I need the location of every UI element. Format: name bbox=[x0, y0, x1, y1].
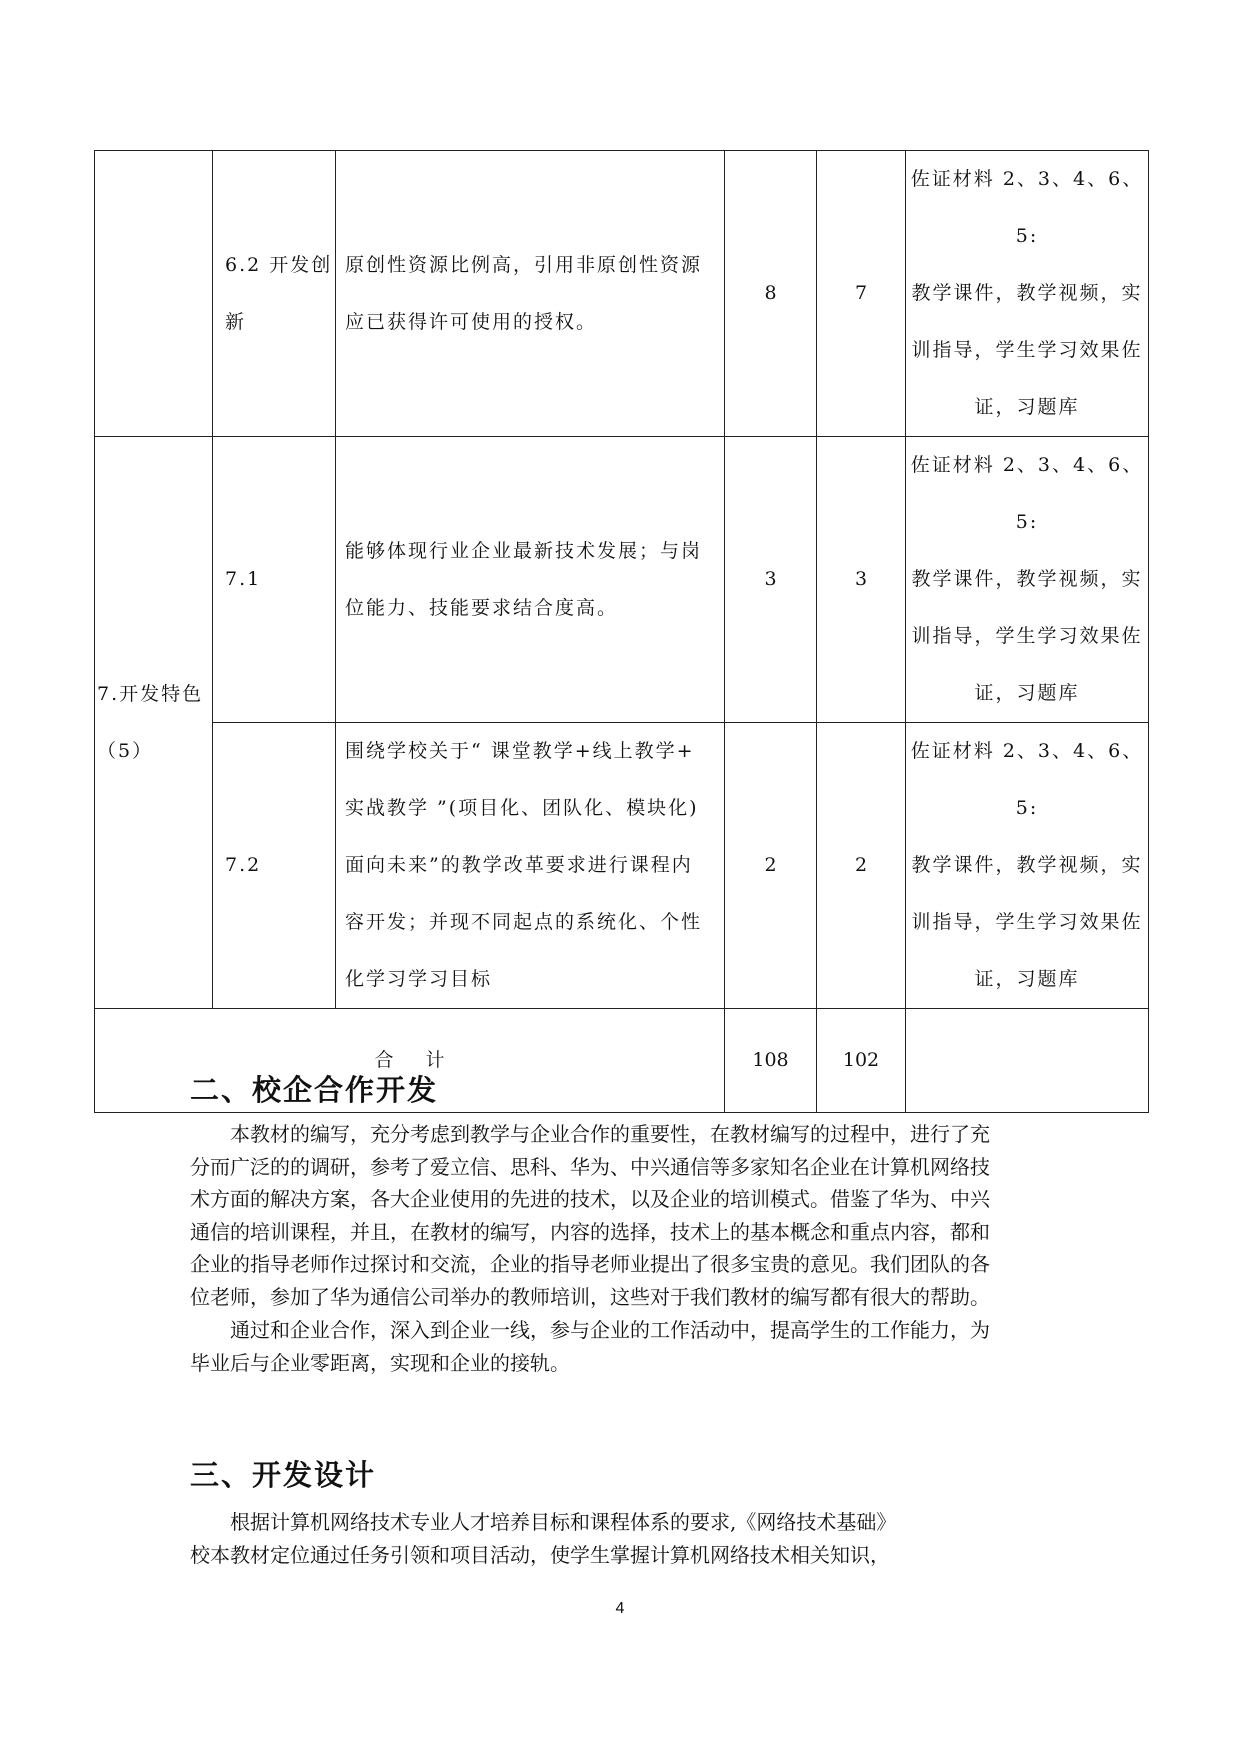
table-row bbox=[95, 437, 1149, 723]
full-score-cell: 8 bbox=[725, 151, 817, 437]
actual-score-cell: 3 bbox=[817, 437, 906, 723]
description-cell bbox=[336, 723, 725, 1009]
paragraph-line: 校本教材定位通过任务引领和项目活动，使学生掌握计算机网络技术相关知识， bbox=[190, 1542, 890, 1567]
description-line: 容开发；并现不同起点的系统化、个性 bbox=[345, 911, 703, 933]
total-label: 合计 bbox=[95, 1009, 725, 1113]
paragraph-line: 本教材的编写，充分考虑到教学与企业合作的重要性，在教材编写的过程中，进行了充 bbox=[230, 1122, 990, 1146]
description-line: 围绕学校关于“ 课堂教学+线上教学+ bbox=[345, 740, 695, 762]
evidence-cell bbox=[906, 723, 1149, 1009]
description-line: 实战教学 ”(项目化、团队化、模块化) bbox=[345, 797, 699, 819]
index-line: 新 bbox=[225, 310, 247, 333]
evidence-line: 佐证材料 2、3、4、6、5: bbox=[910, 168, 1144, 247]
description-line: 化学习学习目标 bbox=[345, 968, 493, 990]
section2-paragraph-1 bbox=[190, 1118, 1054, 1313]
evidence-line: 教学课件，教学视频，实 bbox=[911, 282, 1143, 304]
index-line: 7.2 bbox=[225, 854, 262, 876]
paragraph-line: 毕业后与企业零距离，实现和企业的接轨。 bbox=[190, 1350, 570, 1375]
index-cell bbox=[213, 437, 336, 723]
section-heading: 二、校企合作开发 bbox=[190, 1073, 439, 1107]
evaluation-table bbox=[94, 150, 1149, 1113]
evidence-line: 证，习题库 bbox=[974, 396, 1080, 418]
total-actual-score: 102 bbox=[817, 1009, 906, 1113]
paragraph-line: 术方面的解决方案，各大企业使用的先进的技术，以及企业的培训模式。借鉴了华为、中兴 bbox=[190, 1187, 990, 1211]
full-score-cell: 3 bbox=[725, 437, 817, 723]
evidence-line: 证，习题库 bbox=[974, 682, 1080, 704]
actual-score-cell: 2 bbox=[817, 723, 906, 1009]
table-row bbox=[95, 723, 1149, 1009]
paragraph-line: 根据计算机网络技术专业人才培养目标和课程体系的要求,《网络技术基础》 bbox=[230, 1510, 897, 1534]
index-line: 7.1 bbox=[225, 568, 262, 590]
full-score-cell: 2 bbox=[725, 723, 817, 1009]
dimension-cell-empty bbox=[95, 151, 213, 437]
page-number: 4 bbox=[615, 1600, 625, 1617]
evidence-cell bbox=[906, 151, 1149, 437]
total-evidence-empty bbox=[906, 1009, 1149, 1113]
evidence-cell bbox=[906, 437, 1149, 723]
evidence-line: 证，习题库 bbox=[974, 968, 1080, 990]
index-cell bbox=[213, 723, 336, 1009]
description-line: 面向未来”的教学改革要求进行课程内 bbox=[345, 854, 693, 876]
total-full-score: 108 bbox=[725, 1009, 817, 1113]
dimension-line: （5） bbox=[97, 739, 154, 762]
evidence-line: 训指导，学生学习效果佐 bbox=[911, 911, 1143, 933]
paragraph-line: 位老师，参加了华为通信公司举办的教师培训，这些对于我们教材的编写都有很大的帮助。 bbox=[190, 1284, 990, 1309]
description-line: 应已获得许可使用的授权。 bbox=[345, 310, 598, 333]
description-line: 能够体现行业企业最新技术发展；与岗 bbox=[345, 539, 703, 562]
index-line: 6.2 开发创 bbox=[225, 253, 333, 276]
evidence-line: 佐证材料 2、3、4、6、5: bbox=[910, 454, 1144, 533]
paragraph-line: 企业的指导老师作过探讨和交流，企业的指导老师业提出了很多宝贵的意见。我们团队的各 bbox=[190, 1252, 990, 1276]
description-cell bbox=[336, 437, 725, 723]
paragraph-line: 分而广泛的的调研，参考了爱立信、思科、华为、中兴通信等多家知名企业在计算机网络技 bbox=[190, 1154, 990, 1179]
description-line: 位能力、技能要求结合度高。 bbox=[345, 596, 619, 619]
evidence-line: 教学课件，教学视频，实 bbox=[911, 854, 1143, 876]
evidence-line: 佐证材料 2、3、4、6、5: bbox=[910, 740, 1144, 819]
actual-score-cell: 7 bbox=[817, 151, 906, 437]
section2-paragraph-2 bbox=[190, 1314, 1054, 1379]
description-cell bbox=[336, 151, 725, 437]
section3-paragraph-1 bbox=[190, 1506, 1054, 1571]
dimension-line: 7.开发特色 bbox=[97, 682, 204, 705]
evidence-line: 训指导，学生学习效果佐 bbox=[911, 625, 1143, 647]
dimension-cell bbox=[95, 437, 213, 1009]
evidence-line: 训指导，学生学习效果佐 bbox=[911, 339, 1143, 361]
index-cell bbox=[213, 151, 336, 437]
description-line: 原创性资源比例高，引用非原创性资源 bbox=[345, 253, 703, 276]
paragraph-line: 通过和企业合作，深入到企业一线，参与企业的工作活动中，提高学生的工作能力，为 bbox=[230, 1318, 990, 1342]
evidence-line: 教学课件，教学视频，实 bbox=[911, 568, 1143, 590]
table-row bbox=[95, 151, 1149, 437]
paragraph-line: 通信的培训课程，并且，在教材的编写，内容的选择，技术上的基本概念和重点内容，都和 bbox=[190, 1219, 990, 1244]
section-heading: 三、开发设计 bbox=[190, 1458, 377, 1492]
